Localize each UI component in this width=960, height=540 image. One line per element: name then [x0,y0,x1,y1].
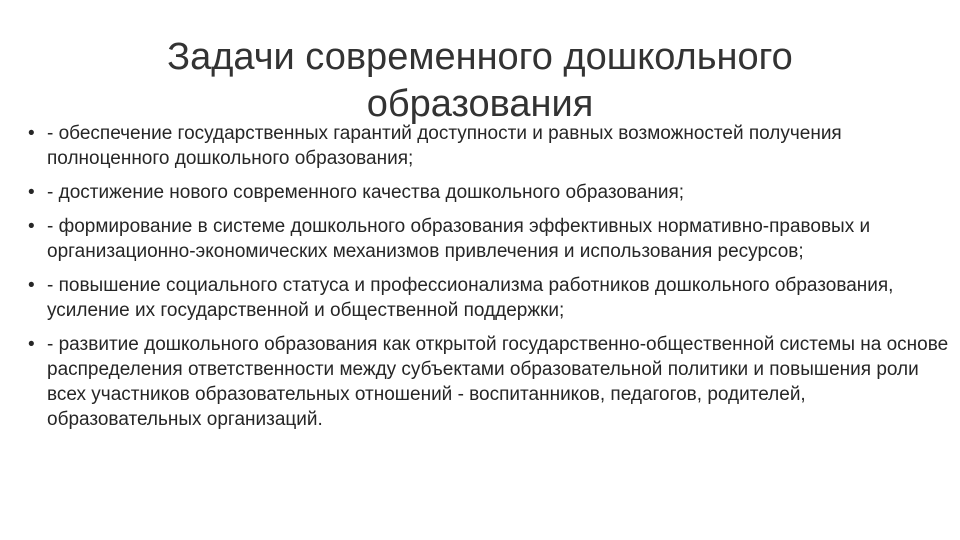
bullet-dot-icon: • [28,216,35,237]
bullet-dot-icon: • [28,182,35,203]
slide-title: Задачи современного дошкольного образования [167,36,793,125]
bullet-dot-icon: • [28,123,35,144]
bullet-text: - повышение социального статуса и профессионализма работников дошкольного образования, усиление их государственной и общественной поддержки; [47,275,894,321]
bullet-item [28,214,956,264]
bullet-item [28,180,956,205]
bullet-dot-icon: • [28,334,35,355]
bullet-text: - достижение нового современного качества дошкольного образования; [47,182,685,203]
bullet-text: - развитие дошкольного образования как открытой государственно-общественной системы на основе распределения ответственности между субъектами образовательной политики и повышения роли всех участников образовательных отношений - воспитанников, педагогов, родителей, образовательных организаций. [47,334,949,430]
bullet-list [28,121,956,441]
bullet-text: - обеспечение государственных гарантий доступности и равных возможностей получения полноценного дошкольного образования; [47,123,842,169]
bullet-text: - формирование в системе дошкольного образования эффективных нормативно-правовых и организационно-экономических механизмов привлечения и использования ресурсов; [47,216,871,262]
bullet-item [28,332,956,432]
bullet-item [28,273,956,323]
bullet-item [28,121,956,171]
bullet-dot-icon: • [28,275,35,296]
